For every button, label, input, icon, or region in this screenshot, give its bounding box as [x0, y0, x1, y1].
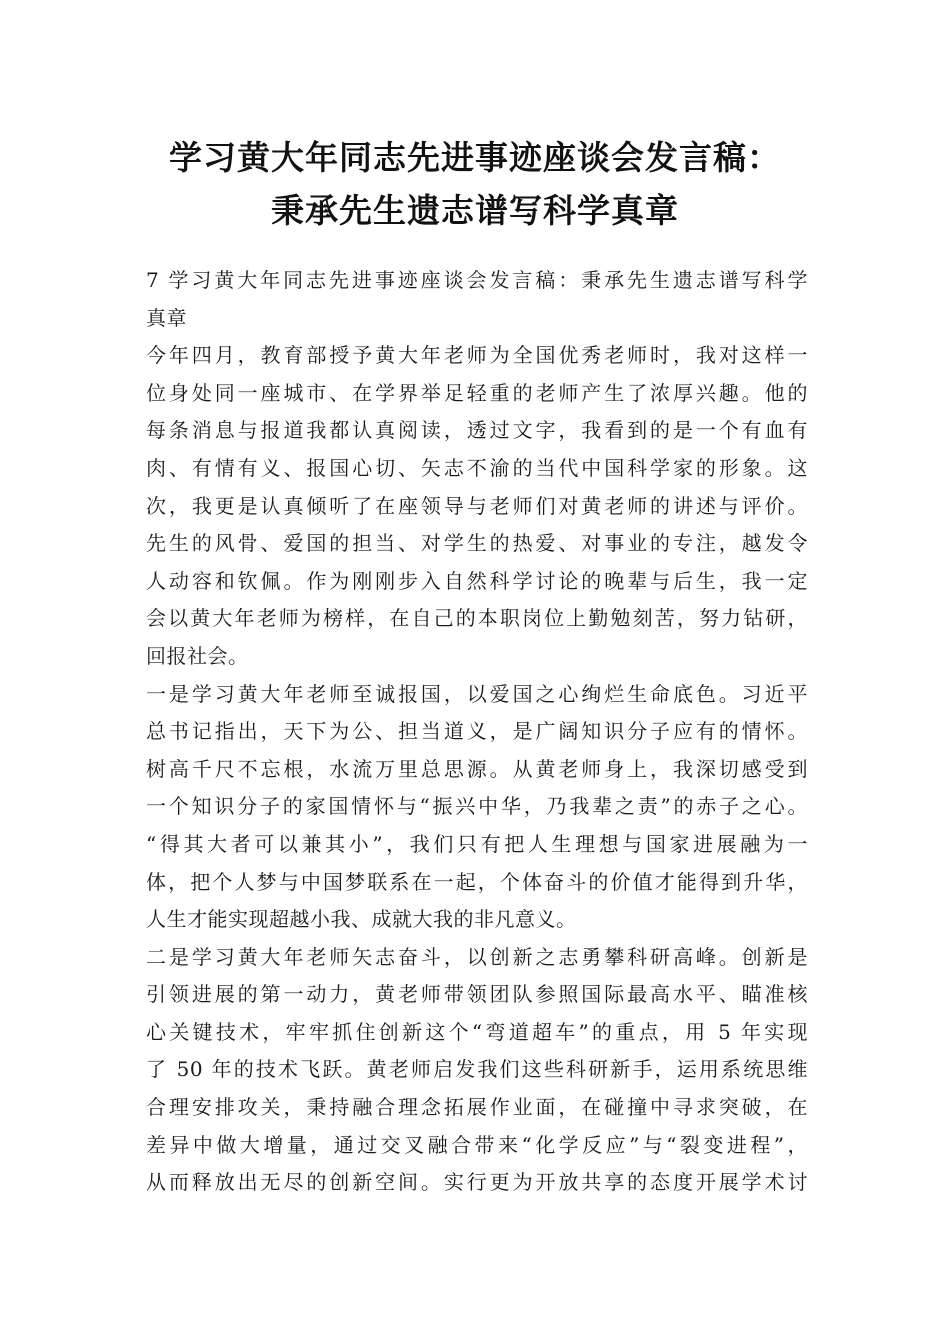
text-line: 引领进展的第一动力，黄老师带领团队参照国际最高水平、瞄准核	[146, 982, 808, 1007]
text-line: 肉、有情有义、报国心切、矢志不渝的当代中国科学家的形象。这	[146, 455, 808, 480]
text-line: 树高千尺不忘根，水流万里总思源。从黄老师身上，我深切感受到	[146, 756, 808, 781]
text-line: 合理安排攻关，秉持融合理念拓展作业面，在碰撞中寻求突破，在	[146, 1095, 808, 1120]
text-line: 总书记指出，天下为公、担当道义，是广阔知识分子应有的情怀。	[146, 719, 808, 744]
text-line: 会以黄大年老师为榜样，在自己的本职岗位上勤勉刻苦，努力钻研，	[146, 606, 808, 631]
text-line: 二是学习黄大年老师矢志奋斗，以创新之志勇攀科研高峰。创新是	[146, 944, 808, 969]
text-line: 人动容和钦佩。作为刚刚步入自然科学讨论的晚辈与后生，我一定	[146, 568, 808, 593]
text-line: 心关键技术，牢牢抓住创新这个“弯道超车”的重点，用 5 年实现	[146, 1019, 808, 1044]
text-line: 一是学习黄大年老师至诚报国，以爱国之心绚烂生命底色。习近平	[146, 681, 808, 706]
text-line: 次，我更是认真倾听了在座领导与老师们对黄老师的讲述与评价。	[146, 493, 808, 518]
document-body	[146, 262, 808, 1202]
text-line: “得其大者可以兼其小”，我们只有把人生理想与国家进展融为一	[146, 831, 808, 856]
paragraph-intro	[146, 337, 808, 675]
text-line: 先生的风骨、爱国的担当、对学生的热爱、对事业的专注，越发令	[146, 531, 808, 556]
text-line: 从而释放出无尽的创新空间。实行更为开放共享的态度开展学术讨	[146, 1170, 808, 1195]
text-line: 今年四月，教育部授予黄大年老师为全国优秀老师时，我对这样一	[146, 343, 808, 368]
paragraph-point-two	[146, 939, 808, 1202]
text-line: 真章	[146, 305, 187, 330]
document-title-line-1: 学习黄大年同志先进事迹座谈会发言稿：	[169, 138, 781, 177]
text-line: 回报社会。	[146, 643, 249, 668]
text-line: 7 学习黄大年同志先进事迹座谈会发言稿：秉承先生遗志谱写科学	[146, 268, 808, 292]
text-line: 差异中做大增量，通过交叉融合带来“化学反应”与“裂变进程”，	[146, 1132, 808, 1157]
text-line: 每条消息与报道我都认真阅读，透过文字，我看到的是一个有血有	[146, 418, 808, 443]
paragraph-subtitle	[146, 262, 808, 337]
text-line: 位身处同一座城市、在学界举足轻重的老师产生了浓厚兴趣。他的	[146, 380, 808, 405]
text-line: 了 50 年的技术飞跃。黄老师启发我们这些科研新手，运用系统思维	[146, 1057, 808, 1082]
text-line: 一个知识分子的家国情怀与“振兴中华，乃我辈之责”的赤子之心。	[146, 794, 808, 819]
text-line: 人生才能实现超越小我、成就大我的非凡意义。	[146, 907, 577, 932]
paragraph-point-one	[146, 676, 808, 939]
text-line: 体，把个人梦与中国梦联系在一起，个体奋斗的价值才能得到升华，	[146, 869, 808, 894]
document-title-line-2: 秉承先生遗志谱写科学真章	[271, 191, 679, 230]
